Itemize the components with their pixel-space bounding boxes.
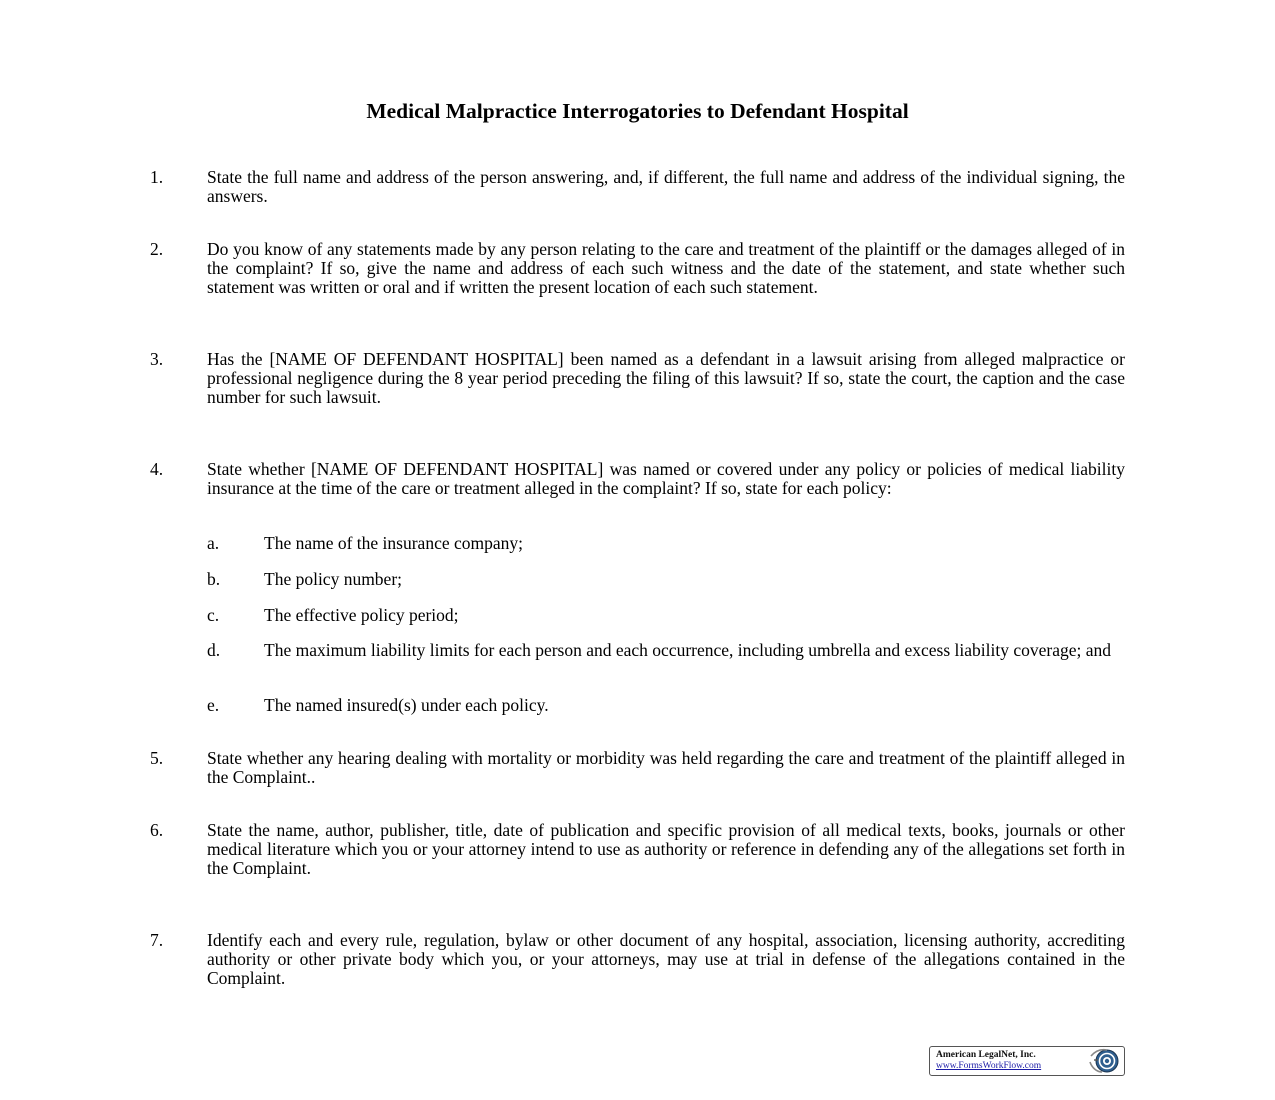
logo-website-link[interactable]: www.FormsWorkFlow.com (936, 1061, 1042, 1071)
subitem-letter: c. (207, 605, 220, 625)
item-text: State the name, author, publisher, title, date of publication and specific provision of all medical texts, books, journals or other medical literature which you or your attorney intend to use as authority or reference in defending any of the allegations set forth in the Complaint. (207, 820, 1125, 878)
interrogatory-3 (150, 350, 1125, 407)
item-text: Do you know of any statements made by any person relating to the care and treatment of the plaintiff or the damages alleged of in the complaint? If so, give the name and address of each such witness and the date of the statement, and state whether such statement was written or oral and if written the present location of each such statement. (207, 239, 1125, 297)
item-number: 1. (150, 167, 164, 187)
subitem-a (207, 534, 1125, 553)
subitem-letter: b. (207, 569, 221, 589)
item-text: Identify each and every rule, regulation, bylaw or other document of any hospital, association, licensing authority, accrediting authority or other private body which you, or your attorneys, may use at trial in defense of the allegations contained in the Complaint. (207, 930, 1125, 988)
item-text: State whether [NAME OF DEFENDANT HOSPITAL] was named or covered under any policy or policies of medical liability insurance at the time of the care or treatment alleged in the complaint? If so, state for each policy: (207, 459, 1125, 498)
document-title: Medical Malpractice Interrogatories to Defendant Hospital (366, 99, 909, 123)
interrogatory-2 (150, 240, 1125, 297)
item-text: State the full name and address of the person answering, and, if different, the full name and address of the individual signing, the answers. (207, 167, 1125, 206)
interrogatory-7 (150, 931, 1125, 988)
subitem-letter: e. (207, 695, 220, 715)
interrogatory-4 (150, 460, 1125, 498)
publisher-logo[interactable] (929, 1046, 1125, 1076)
item-number: 2. (150, 239, 164, 259)
interrogatory-5 (150, 749, 1125, 787)
logo-company-name: American LegalNet, Inc. (936, 1050, 1036, 1060)
subitem-d (207, 641, 1125, 660)
subitem-text: The effective policy period; (264, 605, 459, 625)
interrogatory-6 (150, 821, 1125, 878)
subitem-c (207, 606, 1125, 625)
subitem-text: The maximum liability limits for each person and each occurrence, including umbrella and excess liability coverage; and (264, 640, 1111, 660)
item-text: Has the [NAME OF DEFENDANT HOSPITAL] been named as a defendant in a lawsuit arising from alleged malpractice or professional negligence during the 8 year period preceding the filing of this lawsuit? If so, state the court, the caption and the case number for such lawsuit. (207, 349, 1125, 407)
subitem-text: The policy number; (264, 569, 403, 589)
item-number: 4. (150, 459, 164, 479)
item-number: 3. (150, 349, 164, 369)
item-number: 5. (150, 748, 164, 768)
subitem-e (207, 696, 1125, 715)
item-number: 6. (150, 820, 164, 840)
subitem-b (207, 570, 1125, 589)
subitem-text: The name of the insurance company; (264, 533, 523, 553)
item-number: 7. (150, 930, 164, 950)
subitem-text: The named insured(s) under each policy. (264, 695, 549, 715)
subitem-letter: d. (207, 640, 221, 660)
globe-swirl-icon (1088, 1048, 1122, 1074)
subitem-letter: a. (207, 533, 220, 553)
interrogatory-1 (150, 168, 1125, 206)
item-text: State whether any hearing dealing with mortality or morbidity was held regarding the care and treatment of the plaintiff alleged in the Complaint.. (207, 748, 1125, 787)
